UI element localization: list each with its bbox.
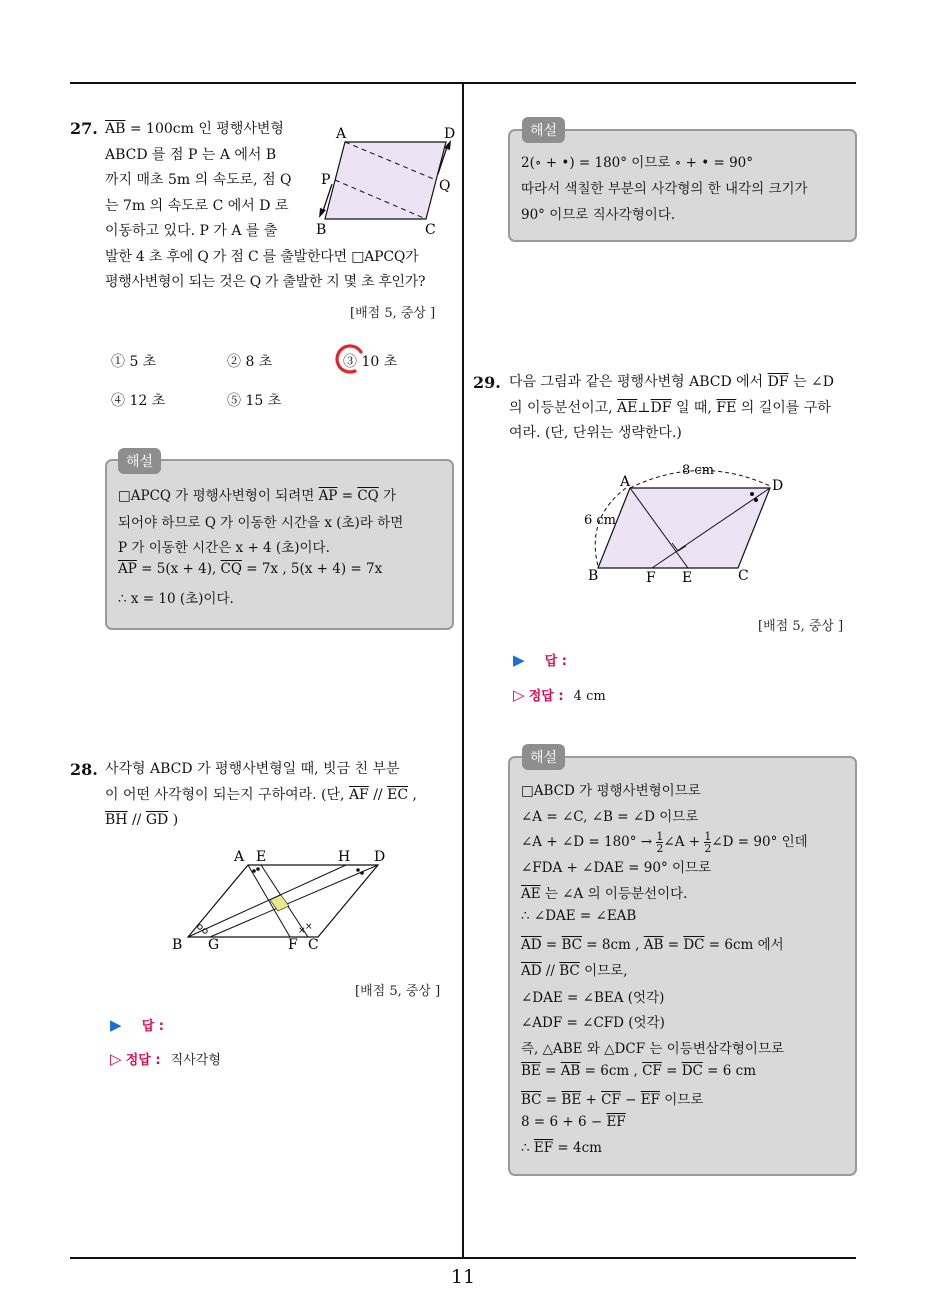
q29-sol-line-14: $8 = 6 + 6 - \overline{EF}$ <box>521 1114 626 1130</box>
q28-number: 28. <box>70 760 98 779</box>
q27-choice-5[interactable]: ⑤ 15 초 <box>227 393 282 409</box>
q28-sol-line-3: 90° 이므로 직사각형이다. <box>521 207 676 223</box>
play-icon: ▶ <box>513 651 525 669</box>
q29-solution-box <box>508 756 857 1176</box>
q29-sol-line-12: $\overline{BE} = \overline{AB} = 6cm$ , $\overline{CF} = \overline{DC} = 6$ cm <box>521 1063 756 1079</box>
q27-sol-line-2: 되어야 하므로 Q 가 이동한 시간을 x (초)라 하면 <box>118 515 404 531</box>
q29-correct-value: 4 cm <box>573 689 606 704</box>
q27-line-4: 는 7m 의 속도로 C 에서 D 로 <box>105 197 289 214</box>
q28-label-f: F <box>288 937 298 953</box>
q28-label-e: E <box>256 849 267 865</box>
column-divider <box>462 82 464 1258</box>
q28-correct-row <box>110 1049 221 1068</box>
q28-shaded-rectangle <box>270 895 289 911</box>
q27-solution-box <box>105 459 454 630</box>
q29-sol-line-1: □ABCD 가 평행사변형이므로 <box>521 783 701 799</box>
q27-arrowhead-p <box>319 208 326 218</box>
q27-sol-line-3: P 가 이동한 시간은 x + 4 (초)이다. <box>118 540 330 556</box>
q28-diagram <box>168 845 398 957</box>
q28-sol-line-2: 따라서 색칠한 부분의 사각형의 한 내각의 크기가 <box>521 181 808 197</box>
q28-solution-box <box>508 129 857 242</box>
q27-sol-line-4: $\overline{AP} = 5(x + 4)$, $\overline{CQ} = 7x$ , 5(x + 4) = 7x <box>118 561 383 577</box>
q28-line-1: 사각형 ABCD 가 평행사변형일 때, 빗금 친 부분 <box>105 761 400 777</box>
play-icon: ▶ <box>110 1016 122 1034</box>
q29-text <box>509 370 861 447</box>
page-number: 11 <box>450 1266 476 1288</box>
q27-label-c: C <box>425 222 436 237</box>
q27-line-5: 이동하고 있다. P 가 A 를 출 <box>105 223 278 239</box>
q29-sol-line-9: ∠DAE = ∠BEA (엇각) <box>521 990 665 1006</box>
q28-label-h: H <box>338 849 351 865</box>
q28-line-3: $\overline{BH} // \overline{GD}$ ) <box>105 812 179 828</box>
q27-label-q: Q <box>439 178 451 194</box>
outline-play-icon: ▷ <box>110 1050 122 1068</box>
q28-answer-label: 답 : <box>141 1019 164 1034</box>
q27-choice-1[interactable]: ① 5 초 <box>111 354 157 370</box>
q28-score: [배점 5, 중상 ] <box>355 984 441 999</box>
q28-label-b: B <box>172 937 183 953</box>
q27-selected-circle-icon <box>332 342 366 376</box>
q29-solution-tag: 해설 <box>522 744 565 770</box>
q29-correct-row <box>513 685 606 704</box>
q29-sol-line-5: $\overline{AE}$ 는 ∠A 의 이등분선이다. <box>521 886 688 902</box>
q27-sol-line-5: ∴ x = 10 (초)이다. <box>118 591 234 607</box>
bottom-rule <box>70 1257 856 1259</box>
q29-score: [배점 5, 중상 ] <box>758 619 844 634</box>
q29-sol-line-8: $\overline{AD} // \overline{BC}$ 이므로, <box>521 963 628 979</box>
q27-choice-4[interactable]: ④ 12 초 <box>111 393 166 409</box>
q28-line-2: 이 어떤 사각형이 되는지 구하여라. (단, $\overline{AF} // \overline{EC}$ , <box>105 786 417 803</box>
q28-line-gd <box>210 865 378 937</box>
q28-line-bh <box>188 865 346 937</box>
q29-line-1: 다음 그림과 같은 평행사변형 ABCD 에서 $\overline{DF}$ 는 ∠D <box>509 374 834 390</box>
q29-number: 29. <box>473 373 501 392</box>
q27-score: [배점 5, 중상 ] <box>350 306 436 321</box>
q27-line-2: ABCD 를 점 P 는 A 에서 B <box>105 146 277 163</box>
q29-sol-line-11: 즉, △ABE 와 △DCF 는 이등변삼각형이므로 <box>521 1041 785 1057</box>
q27-line-1: $\overline{AB} = 100cm$ 인 평행사변형 <box>105 121 284 137</box>
q28-label-c: C <box>308 937 319 953</box>
q27-label-b: B <box>316 222 327 237</box>
q29-sol-line-3: ∠A + ∠D = 180° → $\frac{1}{2}$ ∠A + $\frac{1}{2}$ ∠D = 90° 인데 <box>521 830 808 855</box>
q27-choice-3[interactable]: ③ 10 초 <box>343 354 398 370</box>
q27-line-7: 평행사변형이 되는 것은 Q 가 출발한 지 몇 초 후인가? <box>105 274 426 290</box>
q27-sol-line-1: □APCQ 가 평행사변형이 되려면 $\overline{AP} = \overline{CQ}$ 가 <box>118 488 397 504</box>
q28-label-d: D <box>374 849 386 865</box>
q29-line-2: 의 이등분선이고, $\overline{AE}\perp\overline{DF}$ 일 때, $\overline{FE}$ 의 길이를 구하 <box>509 399 831 416</box>
q27-label-a: A <box>336 126 347 142</box>
q27-solution-tag: 해설 <box>118 448 161 474</box>
q29-label-d: D <box>772 478 784 494</box>
q28-sol-line-1: 2(∘ + •) = 180° 이므로 ∘ + • = 90° <box>521 155 754 171</box>
q28-answer-row[interactable] <box>110 1015 164 1034</box>
q29-sol-line-15: ∴ $\overline{EF} = 4cm$ <box>521 1140 602 1156</box>
q29-parallelogram <box>598 488 770 568</box>
q28-label-a: A <box>234 849 245 865</box>
outline-play-icon: ▷ <box>513 686 525 704</box>
q27-diagram <box>310 122 460 237</box>
svg-text:×: × <box>298 926 306 936</box>
q27-parallelogram <box>325 142 446 219</box>
q29-sol-line-6: ∴ ∠DAE = ∠EAB <box>521 908 637 924</box>
q28-text <box>105 757 457 834</box>
q29-label-f: F <box>646 570 656 586</box>
q28-correct-value: 직사각형 <box>170 1053 221 1068</box>
q29-label-left: 6 cm <box>584 513 617 528</box>
q29-label-e: E <box>682 570 693 586</box>
q29-line-3: 여라. (단, 단위는 생략한다.) <box>509 425 682 441</box>
q27-line-6: 발한 4 초 후에 Q 가 점 C 를 출발한다면 □APCQ가 <box>105 248 419 265</box>
q29-label-c: C <box>738 568 749 584</box>
svg-text:×: × <box>305 922 313 932</box>
q29-label-top: 8 cm <box>682 463 715 478</box>
q27-choice-2[interactable]: ② 8 초 <box>227 354 273 370</box>
q28-correct-label: 정답 : <box>125 1053 161 1068</box>
q29-label-b: B <box>588 568 599 584</box>
q27-number: 27. <box>70 119 98 138</box>
q29-sol-line-13: $\overline{BC} = \overline{BE} + \overline{CF} - \overline{EF}$ 이므로 <box>521 1092 704 1108</box>
q29-answer-row[interactable] <box>513 650 567 669</box>
q29-sol-line-10: ∠ADF = ∠CFD (엇각) <box>521 1015 665 1031</box>
q28-label-g: G <box>208 937 220 953</box>
q29-correct-label: 정답 : <box>528 689 564 704</box>
q29-diagram <box>580 458 795 588</box>
q29-sol-line-4: ∠FDA + ∠DAE = 90° 이므로 <box>521 860 712 876</box>
q28-solution-tag: 해설 <box>522 117 565 143</box>
q27-line-3: 까지 매초 5m 의 속도로, 점 Q <box>105 172 292 188</box>
q29-label-a: A <box>620 474 631 490</box>
q27-label-p: P <box>321 172 331 188</box>
q29-sol-line-2: ∠A = ∠C, ∠B = ∠D 이므로 <box>521 809 699 825</box>
q29-sol-line-7: $\overline{AD} = \overline{BC} = 8cm$ , $\overline{AB} = \overline{DC} = 6cm$ 에서 <box>521 937 784 953</box>
q27-label-d: D <box>444 126 456 142</box>
q29-answer-label: 답 : <box>544 654 567 669</box>
